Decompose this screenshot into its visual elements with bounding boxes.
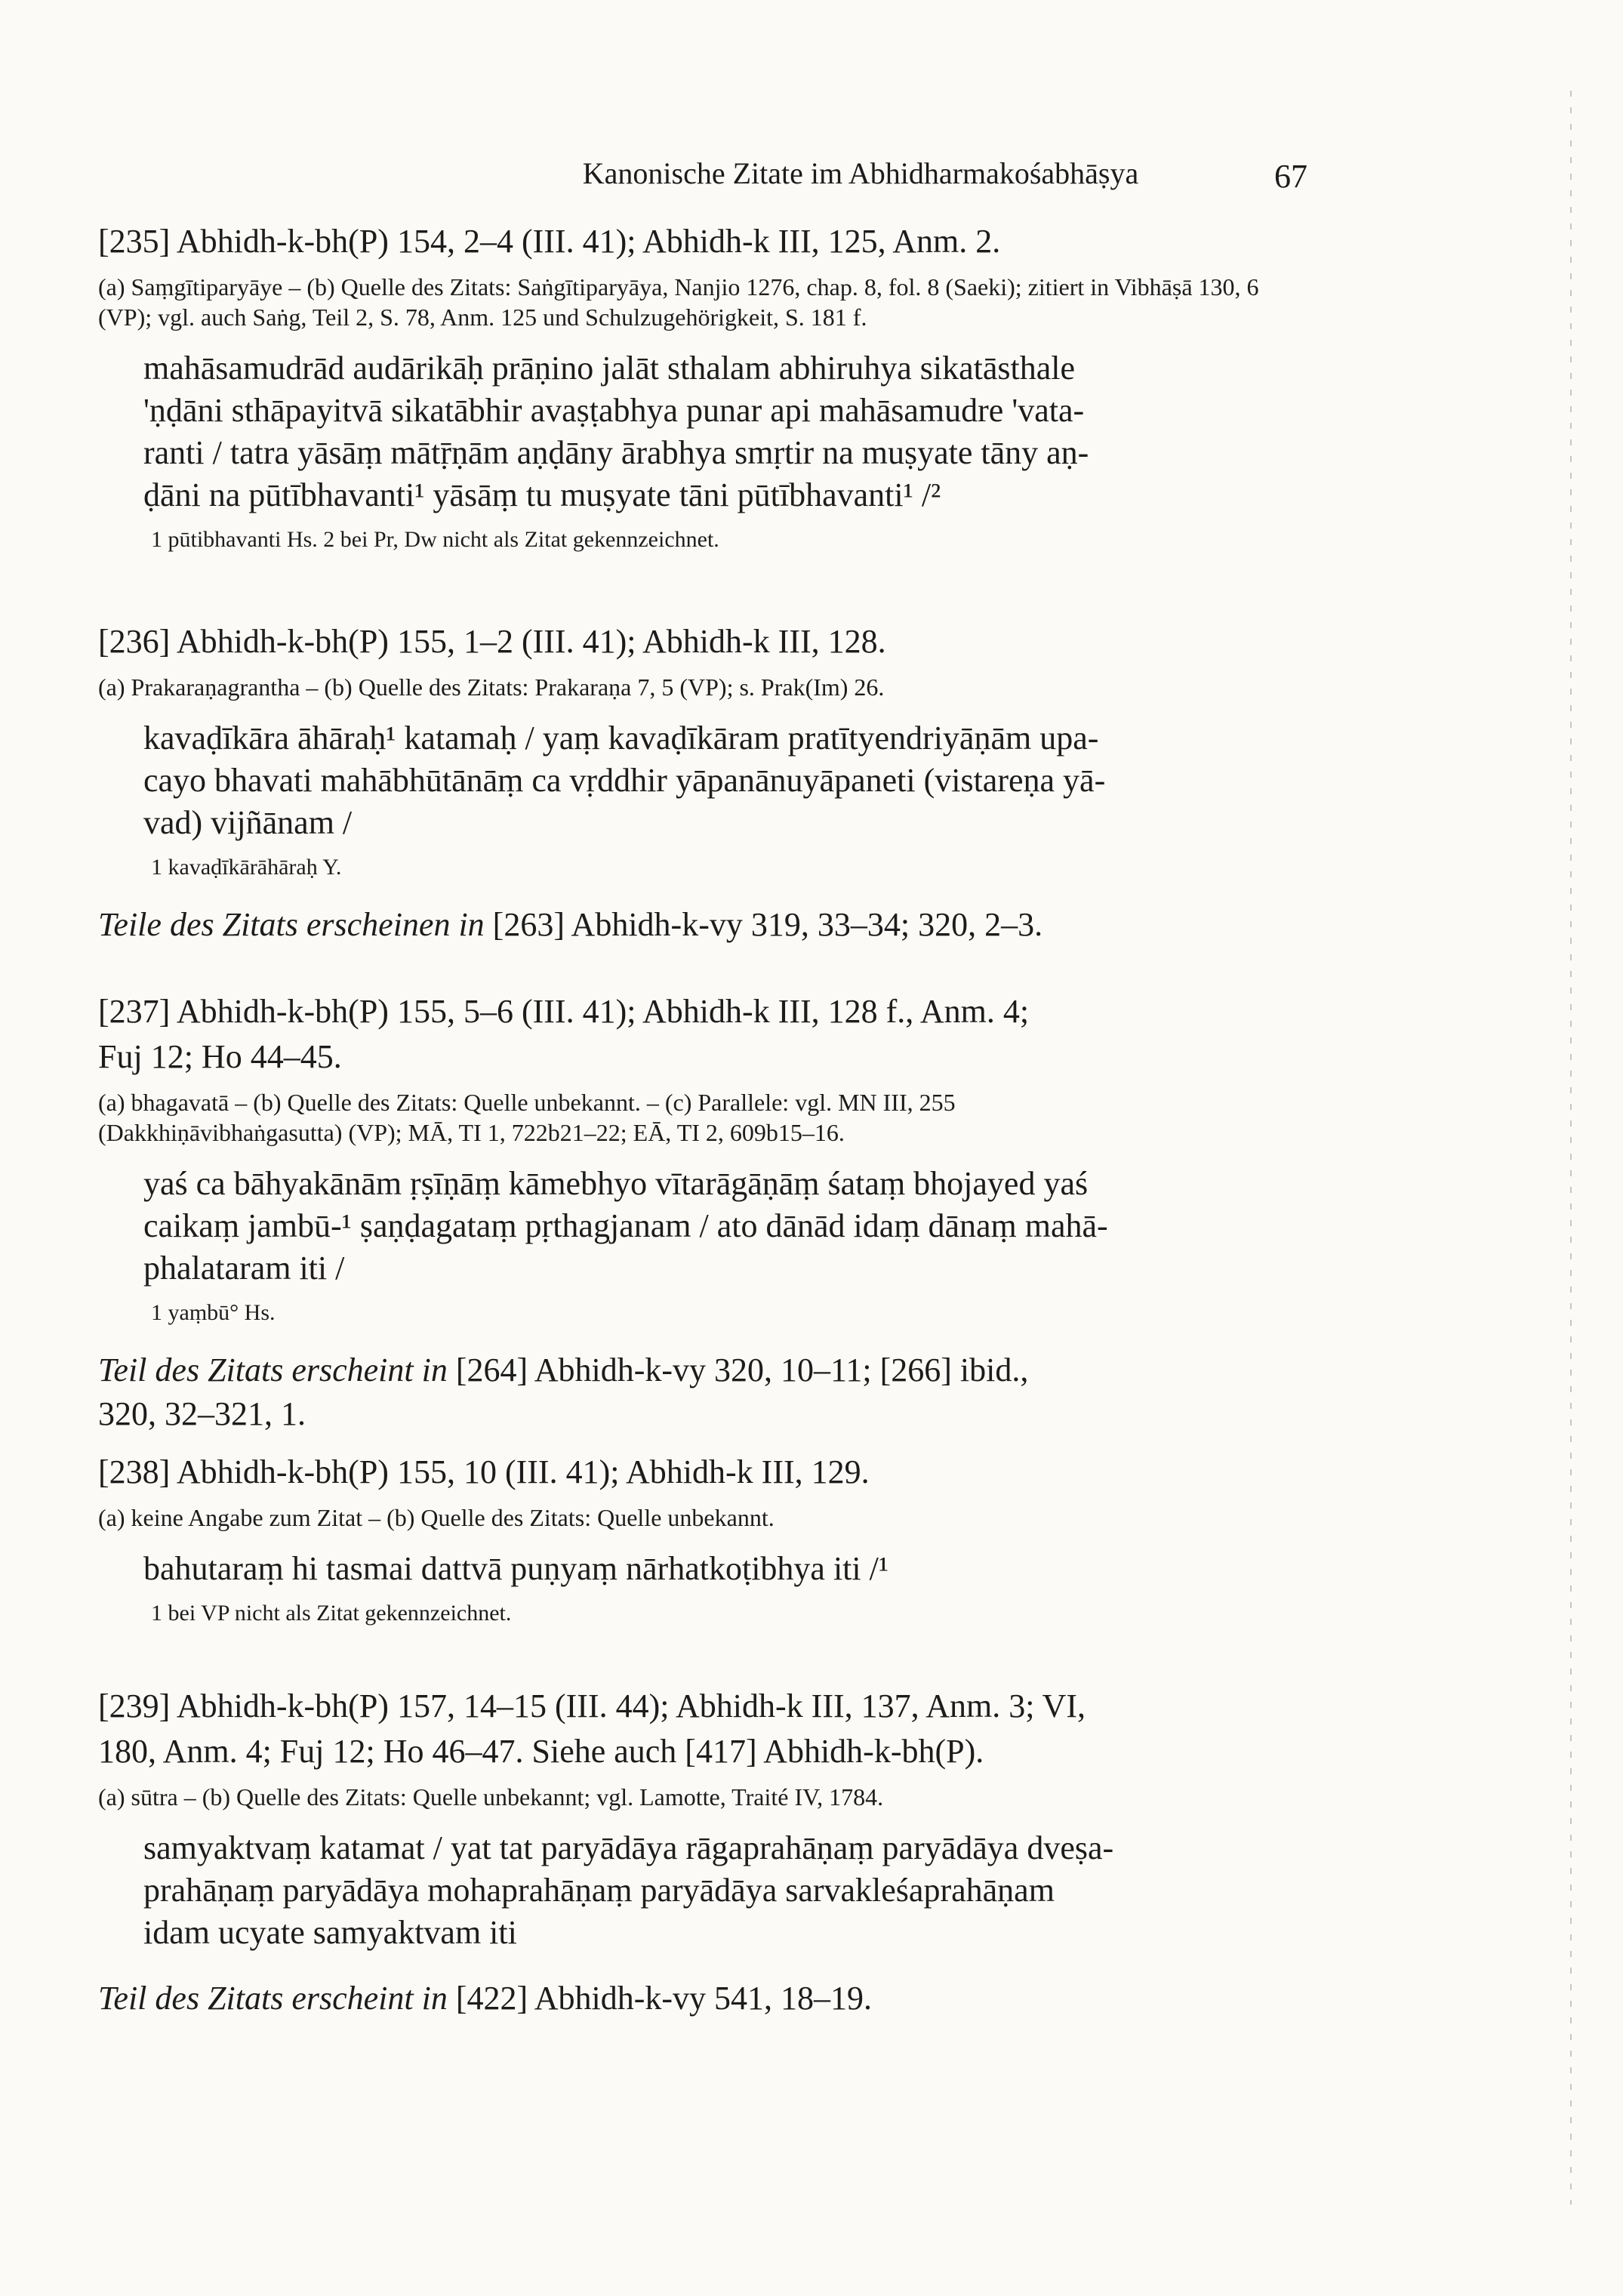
- sanskrit-quote: bahutaraṃ hi tasmai dattvā puṇyaṃ nārhatkoṭibhya iti /¹: [143, 1550, 889, 1587]
- running-head: Kanonische Zitate im Abhidharmakośabhāṣya: [582, 156, 1139, 190]
- sanskrit-quote: kavaḍīkāra āhāraḥ¹ katamaḥ / yaṃ kavaḍīkāram pratītyendriyāṇām upa- cayo bhavati mahābhūtānāṃ ca vṛddhir yāpanānuyāpaneti (vistareṇa yā- vad) vijñānam /: [143, 720, 1106, 841]
- part-note: [98, 1977, 1306, 2020]
- entry-heading: [235] Abhidh-k-bh(P) 154, 2–4 (III. 41); Abhidh-k III, 125, Anm. 2.: [98, 223, 1001, 260]
- page-number: 67: [1274, 158, 1307, 195]
- entry-heading: [238] Abhidh-k-bh(P) 155, 10 (III. 41); Abhidh-k III, 129.: [98, 1453, 870, 1490]
- footnote: 1 bei VP nicht als Zitat gekennzeichnet.: [151, 1601, 512, 1626]
- part-note-refs: [263] Abhidh-k-vy 319, 33–34; 320, 2–3.: [492, 906, 1043, 943]
- footnote: 1 yaṃbū° Hs.: [151, 1300, 276, 1325]
- entry-236: [98, 619, 1306, 947]
- part-note-label: Teil des Zitats erscheint in: [98, 1351, 448, 1388]
- part-note-refs: [264] Abhidh-k-vy 320, 10–11; [266] ibid., 320, 32–321, 1.: [98, 1351, 1029, 1432]
- entry-heading: [239] Abhidh-k-bh(P) 157, 14–15 (III. 44); Abhidh-k III, 137, Anm. 3; VI, 180, Anm. 4; Fuj 12; Ho 46–47. Siehe auch [417] Abhidh-k-bh(P).: [98, 1687, 1086, 1770]
- sanskrit-quote: samyaktvaṃ katamat / yat tat paryādāya rāgaprahāṇaṃ paryādāya dveṣa- prahāṇaṃ paryādāya mohaprahāṇaṃ paryādāya sarvakleśaprahāṇam idam ucyate samyaktvam iti: [143, 1829, 1114, 1951]
- sanskrit-quote: mahāsamudrād audārikāḥ prāṇino jalāt sthalam abhiruhya sikatāsthale 'ṇḍāni sthāpayitvā sikatābhir avaṣṭabhya punar api mahāsamudre 'vata- ranti / tatra yāsāṃ mātṝṇām aṇḍāny ārabhya smṛtir na muṣyate tāny aṇ- ḍāni na pūtībhavanti¹ yāsāṃ tu muṣyate tāni pūtībhavanti¹ /²: [143, 350, 1089, 513]
- entry-235: [98, 219, 1306, 553]
- entry-239: [98, 1684, 1306, 2020]
- scan-edge-line: [1570, 91, 1572, 2205]
- part-note: [98, 1348, 1306, 1436]
- footnote: 1 kavaḍīkārāhāraḥ Y.: [151, 855, 342, 880]
- part-note: [98, 903, 1306, 947]
- entry-reference: (a) Prakaraṇagrantha – (b) Quelle des Zitats: Prakaraṇa 7, 5 (VP); s. Prak(Im) 26.: [98, 673, 885, 701]
- entry-reference: (a) keine Angabe zum Zitat – (b) Quelle des Zitats: Quelle unbekannt.: [98, 1504, 775, 1531]
- entry-heading: [237] Abhidh-k-bh(P) 155, 5–6 (III. 41); Abhidh-k III, 128 f., Anm. 4; Fuj 12; Ho 44–45.: [98, 993, 1030, 1075]
- entry-heading: [236] Abhidh-k-bh(P) 155, 1–2 (III. 41); Abhidh-k III, 128.: [98, 623, 886, 660]
- part-note-label: Teil des Zitats erscheint in: [98, 1980, 448, 2017]
- entry-reference: (a) bhagavatā – (b) Quelle des Zitats: Quelle unbekannt. – (c) Parallele: vgl. MN III, 255 (Dakkhiṇāvibhaṅgasutta) (VP); MĀ, TI 1, 722b21–22; EĀ, TI 2, 609b15–16.: [98, 1089, 956, 1146]
- sanskrit-quote: yaś ca bāhyakānām ṛṣīṇāṃ kāmebhyo vītarāgāṇāṃ śataṃ bhojayed yaś caikaṃ jambū-¹ ṣaṇḍagataṃ pṛthagjanam / ato dānād idaṃ dānaṃ mahā- phalataram iti /: [143, 1165, 1108, 1287]
- entry-238: [98, 1450, 1306, 1626]
- entry-237: [98, 989, 1306, 1436]
- part-note-label: Teile des Zitats erscheinen in: [98, 906, 485, 943]
- entry-reference: (a) Saṃgītiparyāye – (b) Quelle des Zitats: Saṅgītiparyāya, Nanjio 1276, chap. 8, fol. 8 (Saeki); zitiert in Vibhāṣā 130, 6 (VP); vgl. auch Saṅg, Teil 2, S. 78, Anm. 125 und Schulzugehörigkeit, S. 181 f.: [98, 273, 1259, 331]
- footnote: 1 pūtibhavanti Hs. 2 bei Pr, Dw nicht als Zitat gekennzeichnet.: [151, 527, 719, 552]
- entry-reference: (a) sūtra – (b) Quelle des Zitats: Quelle unbekannt; vgl. Lamotte, Traité IV, 1784.: [98, 1783, 884, 1811]
- part-note-refs: [422] Abhidh-k-vy 541, 18–19.: [455, 1980, 873, 2017]
